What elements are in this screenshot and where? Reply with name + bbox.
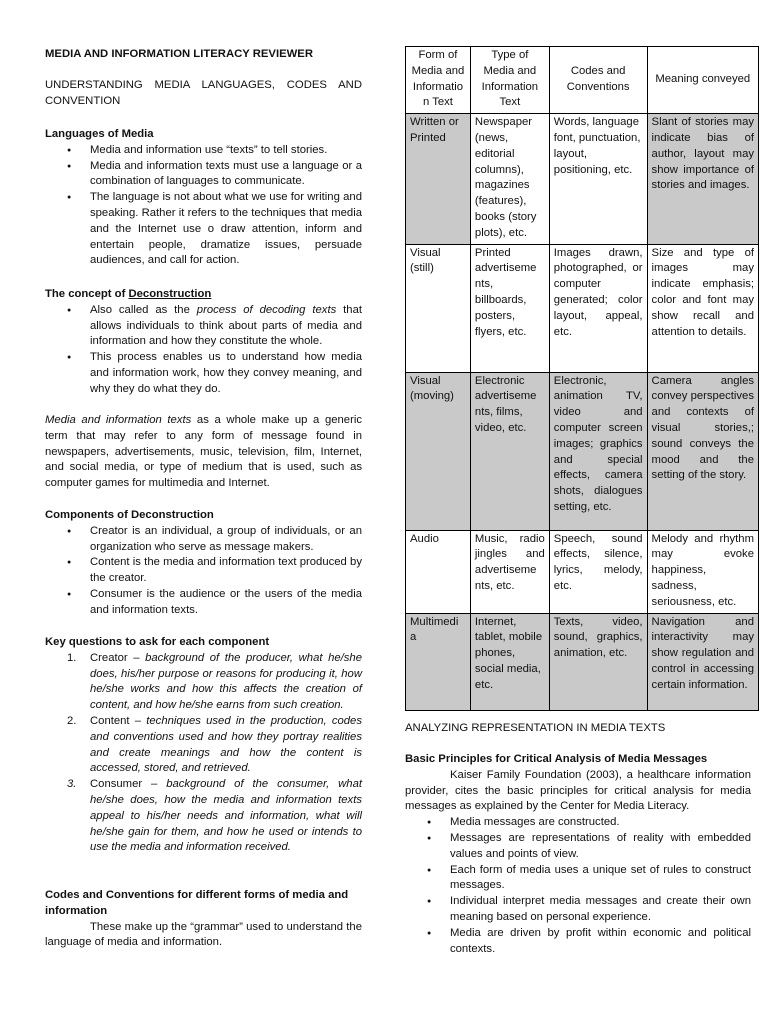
item-label: Consumer – <box>90 778 167 791</box>
table-cell: Size and type of images may indicate emphasis; color and font may show recall and attention to details. <box>647 244 758 372</box>
analyzing-section-title: ANALYZING REPRESENTATION IN MEDIA TEXTS <box>405 722 666 734</box>
principles-section <box>405 752 751 957</box>
table-cell: Texts, video, sound, graphics, animation, etc. <box>549 613 647 710</box>
principles-heading: Basic Principles for Critical Analysis of Media Messages <box>405 753 708 765</box>
table-cell: Printed advertiseme nts, billboards, posters, flyers, etc. <box>470 244 549 372</box>
principles-paragraph: Kaiser Family Foundation (2003), a healthcare information provider, cites the basic principles for critical analysis for media messages as explained by the Center for Media Literacy. <box>405 768 751 813</box>
media-texts-paragraph <box>45 413 362 492</box>
table-cell: Audio <box>406 530 471 613</box>
item-label: Creator – <box>90 651 146 664</box>
item-text: background of the producer, what he/she does, his/her purpose or reasons for producing it, how he/she works and how this affects the creation of content, and how he/she earns from such creation. <box>90 651 362 712</box>
item-label: Content – <box>90 714 147 727</box>
item-number: 2. <box>67 714 77 727</box>
table-cell: Melody and rhythm may evoke happiness, sadness, seriousness, etc. <box>647 530 758 613</box>
table-cell: Visual (moving) <box>406 372 471 530</box>
table-cell: Navigation and interactivity may show regulation and control in accessing certain information. <box>647 613 758 710</box>
heading-prefix: The concept of <box>45 288 129 300</box>
list-item: ● Creator is an individual, a group of individuals, or an organization who serve as message makers. <box>45 524 362 556</box>
table-cell: Camera angles convey perspectives and contexts of visual stories,; sound conveys the mood and the setting of the story. <box>647 372 758 530</box>
table-cell: Visual (still) <box>406 244 471 372</box>
list-item: ● Messages are representations of reality with embedded values and points of view. <box>405 831 751 863</box>
list-item: ● The language is not about what we use for writing and speaking. Rather it refers to the techniques that media and the Internet use o draw attention, inform and entertain people, dramatize issues, persuade audiences, and call for action. <box>45 190 362 269</box>
table-cell: Images drawn, photographed, or computer generated; color layout, appeal, etc. <box>549 244 647 372</box>
codes-heading: Codes and Conventions for different forms of media and information <box>45 889 349 917</box>
languages-section <box>45 127 362 269</box>
list-item <box>45 651 362 714</box>
table-cell: Written or Printed <box>406 114 471 244</box>
column-header: Form of Media and Informatio n Text <box>406 47 471 114</box>
key-questions-section <box>45 635 362 856</box>
item-number: 3. <box>67 778 77 791</box>
list-item: ● Media are driven by profit within economic and political contexts. <box>405 926 751 958</box>
item-text: background of the consumer, what he/she does, how the media and information texts appeal to his/her needs and information, what will he/she gain for them, and how he used or intends to use the media and information received. <box>90 778 362 854</box>
list-item: ● This process enables us to understand how media and information work, how they convey meaning, and why they do what they do. <box>45 350 362 397</box>
table-cell: Internet, tablet, mobile phones, social media, etc. <box>470 613 549 710</box>
list-item <box>45 714 362 777</box>
deconstruction-heading <box>45 287 362 303</box>
table-cell: Electronic advertiseme nts, films, video, etc. <box>470 372 549 530</box>
components-section <box>45 508 362 619</box>
list-item: ● Media messages are constructed. <box>405 815 751 831</box>
table-cell: Words, language font, punctuation, layout, positioning, etc. <box>549 114 647 244</box>
table-cell: Speech, sound effects, silence, lyrics, melody, etc. <box>549 530 647 613</box>
italic-term: Media and information texts <box>45 414 192 426</box>
list-item <box>45 777 362 856</box>
left-column <box>45 0 362 1024</box>
languages-list <box>45 143 362 269</box>
components-heading: Components of Deconstruction <box>45 509 214 521</box>
list-item: ● Individual interpret media messages and create their own meaning based on personal experience. <box>405 894 751 926</box>
table-cell: Slant of stories may indicate bias of author, layout may show importance of stories and images. <box>647 114 758 244</box>
text-run: that allows individuals to think about parts of media and information and how they constitute the whole. <box>90 303 362 348</box>
deconstruction-section <box>45 287 362 398</box>
list-item: ● Each form of media uses a unique set of rules to construct messages. <box>405 863 751 895</box>
list-item: ● Content is the media and information text produced by the creator. <box>45 555 362 587</box>
components-list <box>45 524 362 619</box>
codes-section <box>45 888 362 951</box>
list-item: ● Media and information use “texts” to tell stories. <box>45 143 362 159</box>
list-item: ● Media and information texts must use a language or a combination of languages to communicate. <box>45 159 362 191</box>
table-cell: Music, radio jingles and advertiseme nts, etc. <box>470 530 549 613</box>
section-subtitle-line1: UNDERSTANDING MEDIA LANGUAGES, CODES AND <box>45 79 362 91</box>
principles-list <box>405 815 751 957</box>
section-subtitle-line2: CONVENTION <box>45 95 121 107</box>
languages-heading: Languages of Media <box>45 128 154 140</box>
italic-term: process of decoding texts <box>196 303 337 316</box>
text-run: Also called as the <box>90 303 197 316</box>
key-questions-heading: Key questions to ask for each component <box>45 636 270 648</box>
text-run: as a whole make up a generic term that may refer to any form of message found in newspapers, advertisements, music, television, film, Internet, and social media, or type of medium that is used, such as computer games for multimedia and Internet. <box>45 414 362 490</box>
item-number: 1. <box>67 651 77 664</box>
table-cell: Electronic, animation TV, video and computer screen images; graphics and special effects, camera shots, dialogues setting, etc. <box>549 372 647 530</box>
column-header: Codes and Conventions <box>549 47 647 114</box>
codes-paragraph: These make up the “grammar” used to understand the language of media and information. <box>45 920 362 949</box>
column-header: Type of Media and Information Text <box>470 47 549 114</box>
table-cell: Newspaper (news, editorial columns), magazines (features), books (story plots), etc. <box>470 114 549 244</box>
item-text: techniques used in the production, codes and conventions used and how they portray realities and create meanings and how the content is accessed, stored, and retrieved. <box>90 714 362 775</box>
list-item: ● Consumer is the audience or the users of the media and information texts. <box>45 587 362 619</box>
document-title: MEDIA AND INFORMATION LITERACY REVIEWER <box>45 48 313 60</box>
key-questions-list <box>45 651 362 856</box>
right-column <box>405 0 751 1024</box>
deconstruction-list <box>45 303 362 398</box>
heading-term: Deconstruction <box>128 288 212 300</box>
table-cell: Multimedi a <box>406 613 471 710</box>
column-header: Meaning conveyed <box>647 47 758 114</box>
list-item <box>45 303 362 350</box>
